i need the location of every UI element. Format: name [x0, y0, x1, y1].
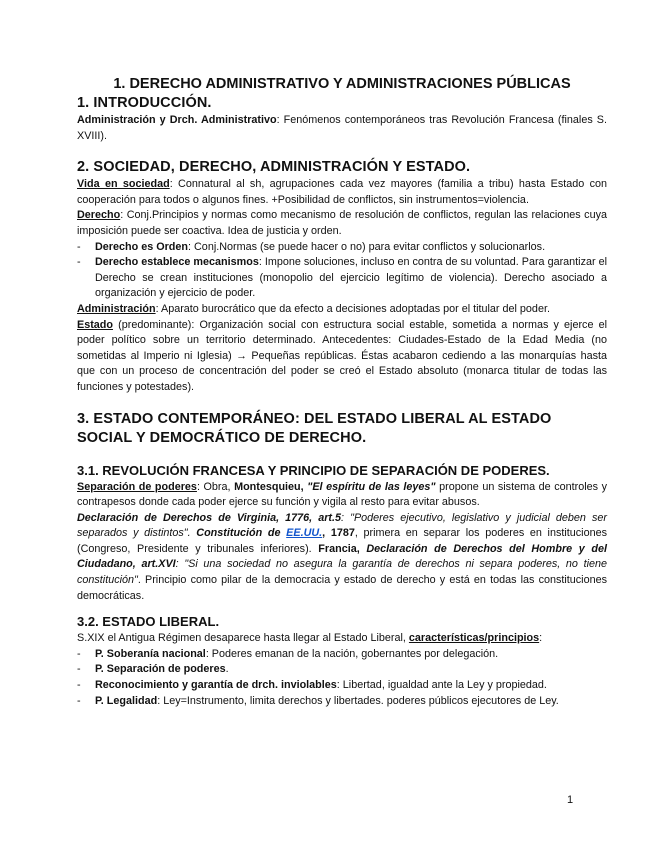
vida-text: : Connatural al sh, agrupaciones cada vez mayores (familia a tribu) hasta Estado con cooperación para todos o algunos fines. +Posibilidad de conflictos, sin instrumentos=violencia.: [77, 178, 607, 206]
admin-text: : Aparato burocrático que da efecto a decisiones adoptadas por el titular del poder.: [155, 302, 550, 315]
page-content: [77, 74, 607, 709]
derecho-bullet-list: [77, 240, 607, 302]
declaraciones-paragraph: Declaración de Derechos de Virginia, 1776, art.5: "Poderes ejecutivo, legislativo y judicial deben ser separados y distintos". Constitución de EE.UU., 1787, primera en separar los poderes en instituciones (Congreso, Presidente y tribunales inferiores). Francia, Declaración de Derechos del Hombre y del Ciudadano, art.XVI: "Si una sociedad no asegura la garantía de derechos ni separa poderes, no tiene constitución". Principio como pilar de la democracia y estado de derecho y está en todas las constituciones democráticas.: [77, 511, 608, 602]
list-item: - P. Separación de poderes.: [77, 663, 229, 676]
document-title: 1. DERECHO ADMINISTRATIVO Y ADMINISTRACIONES PÚBLICAS: [113, 76, 571, 92]
section-3-heading: 3. ESTADO CONTEMPORÁNEO: DEL ESTADO LIBERAL AL ESTADO SOCIAL Y DEMOCRÁTICO DE DERECHO.: [77, 410, 552, 446]
list-item: - Derecho establece mecanismos: Impone soluciones, incluso en contra de su voluntad. Para garantizar el Derecho se crean instituciones (monopolio del ejercicio legítimo de violencia). Derecho asociado a organización y ejercicio de poder.: [77, 256, 607, 300]
admin-paragraph: [77, 302, 607, 318]
derecho-term: Derecho: [77, 209, 121, 222]
derecho-text: : Conj.Principios y normas como mecanismo de resolución de conflictos, regulan las relaciones cuya imposición puede ser coactiva. Idea de justicia y orden.: [77, 209, 607, 237]
list-item: - Derecho es Orden: Conj.Normas (se puede hacer o no) para evitar conflictos y solucionarlos.: [77, 240, 546, 253]
estado-text: (predominante): Organización social con estructura social estable, sometida a normas y ejerce el poder político sobre un territorio determinado. Antecedentes: Ciudades-Estado de la Edad Media (no sometidas al Imperio ni Iglesia) → Pequeñas repúblicas. Éstas acabaron cediendo a las monarquías hasta que con un proceso de concentración del poder se creó el Estado absoluto (monarca titular de todas las funciones y potestades).: [77, 318, 607, 393]
section-1-heading: 1. INTRODUCCIÓN.: [77, 95, 212, 111]
vida-paragraph: [77, 177, 607, 208]
admin-term: Administración: [77, 302, 156, 315]
list-item: - P. Soberanía nacional: Poderes emanan de la nación, gobernantes por delegación.: [77, 647, 499, 660]
estado-term: Estado: [77, 318, 113, 331]
section-2-heading: 2. SOCIEDAD, DERECHO, ADMINISTRACIÓN Y ESTADO.: [77, 159, 471, 176]
principios-bullet-list: [77, 647, 607, 709]
list-item: - P. Legalidad: Ley=Instrumento, limita derechos y libertades. poderes públicos ejecutores de Ley.: [77, 694, 559, 707]
intro-term: Administración y Drch. Administrativo: [77, 114, 277, 126]
intro-paragraph: [77, 113, 607, 144]
intro-text: : Fenómenos contemporáneos tras Revolución Francesa (finales S. XVIII).: [77, 114, 607, 142]
derecho-paragraph: [77, 208, 607, 239]
section-3-2-heading: 3.2. ESTADO LIBERAL.: [77, 614, 220, 630]
estado-paragraph: [77, 318, 607, 396]
vida-term: Vida en sociedad: [77, 178, 170, 191]
page-number: 1: [567, 794, 574, 806]
separacion-paragraph: Separación de poderes: Obra, Montesquieu, "El espíritu de las leyes" propone un sistema de controles y contrapesos donde cada poder ejerce su función y vigila al resto para evitar abusos.: [77, 480, 607, 509]
estado-liberal-intro: S.XIX el Antigua Régimen desaparece hasta llegar al Estado Liberal, características/principios:: [77, 632, 543, 645]
section-3-1-heading: 3.1. REVOLUCIÓN FRANCESA Y PRINCIPIO DE SEPARACIÓN DE PODERES.: [77, 462, 550, 478]
eeuu-link[interactable]: EE.UU.: [286, 527, 323, 540]
list-item: - Reconocimiento y garantía de drch. inviolables: Libertad, igualdad ante la Ley y propiedad.: [77, 679, 547, 692]
